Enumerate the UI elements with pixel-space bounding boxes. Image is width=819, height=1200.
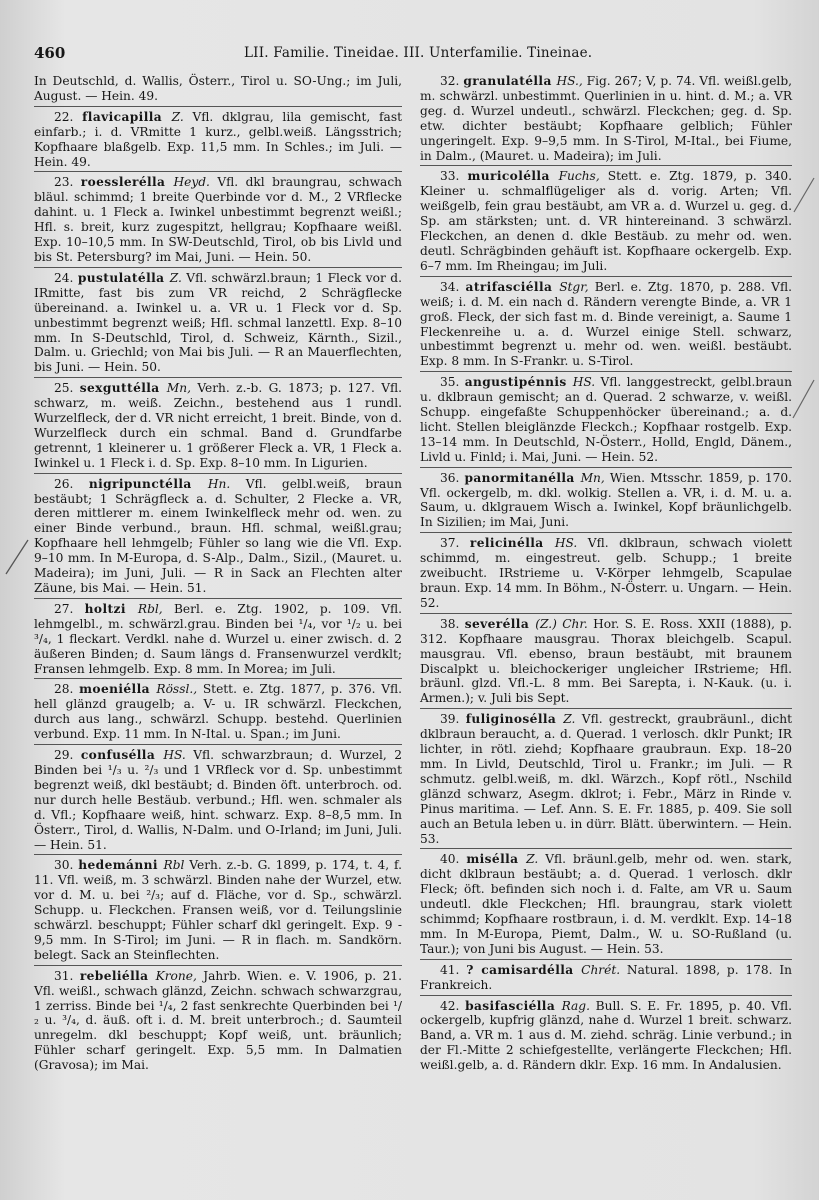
species-description: Vfl. schwärzl.braun; 1 Fleck vor d. IRmitte, fast bis zum VR reichd, 2 Schrägflecke übereinand. a. Iwinkel u. a. VR u. 1 Fleck vor d. Sp. unbestimmt begrenzt weiß; Hfl. schmal lanzettl. Exp. 8–10 mm. In S-Deutschld, Tirol, d. Schweiz, Kärnth., Sizil., Dalm. u. Griechld; von Mai bis Juli. — R an Mauerflechten, bis Juni. — Hein. 50.: [34, 270, 402, 375]
species-name: rebeliélla: [79, 968, 156, 983]
entry-separator: [420, 371, 792, 372]
species-author: Chrét.: [581, 962, 627, 977]
species-description: Fig. 267; V, p. 74. Vfl. weißl.gelb, m. schwärzl. unbestimmt. Querlinien in u. hint. d. M.; a. VR geg. d. Wurzel undeutl., schwärzl. Fleckchen; geg. d. Sp. etw. dichter bestäubt; Kopfhaare gelblich; Fühler ungeringelt. Exp. 9–9,5 mm. In S-Tirol, M-Ital., bei Fiume, in Dalm., (Mauret. u. Madeira); im Juli.: [420, 74, 793, 163]
species-author: Krone,: [155, 968, 204, 983]
species-name: relicinélla: [469, 536, 555, 551]
entry-number: 25.: [54, 381, 80, 396]
species-description: Stett. e. Ztg. 1879, p. 340. Kleiner u. schmalflügeliger als d. vorig. Arten; Vfl. weißgelb, fein grau bestäubt, am VR a. d. Wurzel u. geg. d. Sp. am stärksten; unt. d. VR hintereinand. 3 schwärzl. Fleckchen, an denen d. dkle Bestäub. zu mehr od. wen. deutl. Schrägbinden gehäuft ist. Kopfhaare ockergelb. Exp. 6–7 mm. Im Rheingau; im Juli.: [420, 169, 792, 273]
entry-number: 42.: [440, 998, 466, 1013]
species-name: holtzi: [84, 601, 138, 616]
entry-number: 33.: [440, 169, 468, 184]
running-head: LII. Familie. Tineidae. III. Unterfamilie. Tineinae.: [244, 45, 593, 61]
species-author: Z.: [171, 109, 193, 124]
species-description: Berl. e. Ztg. 1902, p. 109. Vfl. lehmgelbl., m. schwärzl.grau. Binden bei ¹/₄, vor ¹/₂ u. bei ³/₄, 1 fleckart. Verdkl. nahe d. Wurzel u. einer zwisch. d. 2 äußeren Binden; d. Saum längs d. Fransenwurzel verdklt; Fransen lehmgelb. Exp. 8 mm. In Morea; im Juli.: [34, 601, 403, 676]
species-name: flavicapilla: [82, 109, 172, 124]
species-name: panormitanélla: [464, 470, 581, 485]
species-description: Vfl. dkl braungrau, schwach bläul. schimmd; 1 breite Querbinde vor d. M., 2 VRflecke dahint. u. 1 Fleck a. Iwinkel unbestimmt begrenzt weißl.; Hfl. s. breit, kurz zugespitzt, hellgrau; Kopfhaare weißl. Exp. 10–10,5 mm. In SW-Deutschld, Tirol, ob bis Livld und bis St. Petersburg? im Mai, Juni. — Hein. 50.: [34, 175, 402, 264]
species-description: Vfl. dklgrau, lila gemischt, fast einfarb.; i. d. VRmitte 1 kurz., gelbl.weiß. Längsstrich; Kopfhaare blaßgelb. Exp. 11,5 mm. In Schles.; im Juli. — Hein. 49.: [34, 109, 402, 169]
species-entry: [34, 602, 402, 677]
entry-number: 27.: [54, 601, 85, 616]
species-description: Verh. z.-b. G. 1899, p. 174, t. 4, f. 11. Vfl. weiß, m. 3 schwärzl. Binden nahe der Wurzel, etw. vor d. M. u. bei ²/₃; auf d. Fläche, vor d. Sp., schwärzl. Schupp. u. Fleckchen. Fransen weiß, vor d. Teilungslinie schwärzl. beschuppt; Fühler scharf dkl geringelt. Exp. 9 - 9,5 mm. In S-Tirol; im Juni. — R in flach. m. Sandkörn. belegt. Sack an Steinflechten.: [34, 858, 403, 962]
species-entry: [420, 536, 792, 611]
entry-separator: [34, 171, 402, 172]
entry-separator: [34, 598, 402, 599]
entry-number: 37.: [440, 536, 470, 551]
species-name: angustipénnis: [464, 375, 573, 390]
species-name: moeniélla: [79, 682, 157, 697]
entry-separator: [34, 678, 402, 679]
species-name: nigripunctélla: [88, 476, 208, 491]
entry-number: 41.: [440, 962, 467, 977]
species-description: Verh. z.-b. G. 1873; p. 127. Vfl. schwarz, m. weiß. Zeichn., bestehend aus 1 rundl. Wurzelfleck, der d. VR nicht erreicht, 1 breit. Binde, von d. Wurzelfleck durch ein schmal. Band d. Grundfarbe getrennt, 1 kleinerer u. 1 größerer Fleck a. VR, 1 Fleck a. Iwinkel u. 1 Fleck i. d. Sp. Exp. 8–10 mm. In Ligurien.: [34, 381, 402, 470]
entry-number: 29.: [54, 748, 81, 763]
entry-number: 24.: [54, 270, 78, 285]
entry-number: 32.: [440, 74, 464, 88]
species-name: muricolélla: [467, 169, 559, 184]
species-author: Hn.: [207, 476, 246, 491]
species-author: HS.: [163, 748, 194, 763]
species-entry: [420, 963, 792, 993]
species-entry: [420, 280, 792, 369]
entry-separator: [420, 467, 792, 468]
species-name: sexguttélla: [79, 381, 167, 396]
entry-number: 28.: [54, 682, 80, 697]
entry-number: 31.: [54, 968, 80, 983]
species-description: Vfl. gestreckt, graubräunl., dicht dklbraun beraucht, a. d. Querad. 1 verlosch. dklr Punkt; IR lichter, in rötl. ziehd; Kopfhaare graubraun. Exp. 18–20 mm. In Livld, Deutschld, Tirol u. Frankr.; im Juli. — R schmutz. gelbl.weiß, m. dkl. Wärzch., Kopf rötl., Nschild glänzd schwarz, Asegm. dklrot; i. Febr., März in Rinde v. Pinus maritima. — Lef. Ann. S. E. Fr. 1885, p. 409. Sie soll auch an Betula leben u. in dürr. Blätt. überwintern. — Hein. 53.: [420, 712, 792, 846]
species-author: HS.,: [556, 74, 587, 88]
species-name: severélla: [464, 616, 536, 631]
species-author: Z.: [169, 270, 187, 285]
species-entry: [420, 852, 792, 956]
species-entry: [34, 74, 402, 104]
species-entry: [34, 381, 402, 470]
species-name: hedemánni: [78, 858, 164, 873]
species-name: pustulatélla: [77, 270, 170, 285]
entry-separator: [34, 106, 402, 107]
entry-number: 22.: [54, 109, 83, 124]
species-description: Vfl. langgestreckt, gelbl.braun u. dklbraun gemischt; an d. Querad. 2 schwarze, v. weißl. Schupp. eingefaßte Schuppenhöcker übereinand.; a. d. licht. Stellen bleiglänzde Fleckch.; Kopfhaar rostgelb. Exp. 13–14 mm. In Deutschld, N-Österr., Holld, Engld, Dänem., Livld u. Finld; i. Mai, Juni. — Hein. 52.: [420, 375, 792, 464]
species-description: Hor. S. E. Ross. XXII (1888), p. 312. Kopfhaare mausgrau. Thorax bleichgelb. Scapul. mausgrau. Vfl. ebenso, braun bestäubt, mit braunem Discalpkt u. bleichockeriger ungleicher IRstrieme; Hfl. bräunl. glzd. Vfl.-L. 8 mm. Bei Sarepta, i. N-Kauk. (u. i. Armen.); v. Juli bis Sept.: [420, 616, 792, 706]
entry-separator: [34, 377, 402, 378]
species-author: Rbl,: [137, 601, 174, 616]
species-description: Jahrb. Wien. e. V. 1906, p. 21. Vfl. weißl., schwach glänzd, Zeichn. schwach schwarzgrau, 1 zerriss. Binde bei ¹/₄, 2 fast senkrechte Querbinden bei ¹/₂ u. ³/₄, d. äuß. oft i. d. M. breit unterbroch.; d. Saumteil unregelm. dkl beschuppt; Kopf weiß, unt. bräunlich; Fühler scharf geringelt. Exp. 5,5 mm. In Dalmatien (Gravosa); im Mai.: [34, 968, 402, 1073]
species-entry: [34, 175, 402, 264]
species-entry: [34, 748, 402, 852]
right-column: [420, 74, 792, 1073]
entry-separator: [420, 165, 792, 166]
species-author: Stgr,: [559, 279, 595, 294]
species-description: Vfl. gelbl.weiß, braun bestäubt; 1 Schrägfleck a. d. Schulter, 2 Flecke a. VR, deren mittlerer m. einem Iwinkelfleck mehr od. wen. zu einer Binde verbund., braun. Hfl. schmal, weißl.grau; Kopfhaare hell lehmgelb; Fühler so lang wie die Vfl. Exp. 9–10 mm. In M-Europa, d. S-Alp., Dalm., Sizil., (Mauret. u. Madeira); im Juni, Juli. — R in Sack an Flechten alter Zäune, bis Mai. — Hein. 51.: [34, 476, 402, 595]
entry-separator: [420, 959, 792, 960]
species-description: Vfl. schwarzbraun; d. Wurzel, 2 Binden bei ¹/₃ u. ²/₃ und 1 VRfleck vor d. Sp. unbestimmt begrenzt weiß, dkl bestäubt; d. Binden öft. unterbroch. od. nur durch helle Bestäub. verbund.; Hfl. wen. schmaler als d. Vfl.; Kopfhaare weiß, hint. schwarz. Exp. 8–8,5 mm. In Österr., Tirol, d. Wallis, N-Dalm. und O-Irland; im Juni, Juli. — Hein. 51.: [34, 748, 402, 852]
species-entry: [34, 477, 402, 596]
species-author: Mn,: [580, 470, 610, 485]
species-description: Vfl. dklbraun, schwach violett schimmd, m. eingestreut. gelb. Schupp.; 1 breite zweibucht. IRstrieme u. V-Körper lehmgelb, Scapulae braun. Exp. 14 mm. In Böhm., N-Österr. u. Ungarn. — Hein. 52.: [420, 536, 792, 610]
species-description: In Deutschld, d. Wallis, Österr., Tirol u. SO-Ung.; im Juli, August. — Hein. 49.: [34, 74, 402, 103]
entry-separator: [420, 532, 792, 533]
species-entry: [420, 617, 792, 706]
species-author: HS.: [554, 536, 588, 551]
species-author: Rössl.,: [156, 682, 203, 697]
species-description: Bull. S. E. Fr. 1895, p. 40. Vfl. ockergelb, kupfrig glänzd, nahe d. Wurzel 1 breit. schwarz. Band, a. VR m. 1 aus d. M. ziehd. schräg. Linie verbund.; in der Fl.-Mitte 2 schiefgestellte, verlängerte Fleckchen; Hfl. weißl.gelb, a. d. Rändern dklr. Exp. 16 mm. In Andalusien.: [420, 998, 792, 1073]
entry-separator: [420, 995, 792, 996]
species-name: fuliginosélla: [465, 712, 564, 727]
species-author: Mn,: [166, 381, 198, 396]
entry-separator: [420, 613, 792, 614]
species-author: Fuchs,: [558, 169, 608, 184]
species-entry: [420, 375, 792, 464]
species-name: roesslerélla: [80, 175, 174, 190]
species-description: Natural. 1898, p. 178. In Frankreich.: [420, 962, 792, 992]
species-author: (Z.) Chr.: [535, 616, 594, 631]
species-name: confusélla: [80, 748, 164, 763]
entry-number: 40.: [440, 852, 467, 867]
species-name: atrifasciélla: [465, 279, 560, 294]
entry-separator: [34, 267, 402, 268]
species-entry: [420, 712, 792, 846]
species-description: Berl. e. Ztg. 1870, p. 288. Vfl. weiß; i. d. M. ein nach d. Rändern verengte Binde, a. VR 1 groß. Fleck, der sich fast m. d. Binde vereinigt, a. Saume 1 Fleckenreihe u. a. d. Wurzel einige Stell. schwarz, unbestimmt begrenzt u. mehr od. wen. weißl. bestäubt. Exp. 8 mm. In S-Frankr. u. S-Tirol.: [420, 279, 792, 369]
entry-number: 35.: [440, 375, 465, 390]
species-entry: [34, 682, 402, 742]
species-description: Wien. Mtsschr. 1859, p. 170. Vfl. ockergelb, m. dkl. wolkig. Stellen a. VR, i. d. M. u. a. Saum, u. dklgrauem Wisch a. Iwinkel, Kopf bräunlichgelb. In Sizilien; im Mai, Juni.: [420, 470, 792, 530]
species-entry: [34, 110, 402, 170]
species-entry: [420, 169, 792, 273]
species-author: HS.: [572, 375, 601, 390]
species-entry: [420, 74, 792, 163]
species-entry: [420, 999, 792, 1074]
species-entry: [420, 471, 792, 531]
species-description: Vfl. bräunl.gelb, mehr od. wen. stark, dicht dklbraun bestäubt; a. d. Querad. 1 verlosch. dklr Fleck; öft. befinden sich noch i. d. Falte, am VR u. Saum undeutl. dkle Fleckchen; Hfl. braungrau, stark violett schimmd; Kopfhaare rostbraun, i. d. M. verdklt. Exp. 14–18 mm. In M-Europa, Piemt, Dalm., W. u. SO-Rußland (u. Taur.); von Juni bis August. — Hein. 53.: [420, 852, 792, 956]
entry-number: 36.: [440, 470, 465, 485]
species-entry: [34, 969, 402, 1073]
species-name: misélla: [466, 852, 527, 867]
species-entry: [34, 858, 402, 962]
species-name: ? camisardélla: [466, 962, 582, 977]
entry-separator: [34, 854, 402, 855]
entry-separator: [420, 276, 792, 277]
page-header: [34, 44, 794, 66]
entry-number: 38.: [440, 616, 465, 631]
page-number: 460: [34, 44, 66, 62]
species-name: basifasciélla: [465, 998, 562, 1013]
species-name: granulatélla: [463, 74, 557, 88]
entry-separator: [34, 744, 402, 745]
entry-number: 26.: [54, 476, 89, 491]
entry-number: 39.: [440, 712, 466, 727]
left-column: [34, 74, 402, 1073]
species-author: Rag.: [561, 998, 596, 1013]
entry-number: 30.: [54, 858, 79, 873]
entry-separator: [420, 848, 792, 849]
entry-separator: [420, 708, 792, 709]
species-entry: [34, 271, 402, 375]
entry-separator: [34, 965, 402, 966]
entry-number: 34.: [440, 279, 466, 294]
species-author: Z.: [563, 712, 582, 727]
entry-number: 23.: [54, 175, 81, 190]
species-author: Rbl: [163, 858, 190, 873]
species-description: Stett. e. Ztg. 1877, p. 376. Vfl. hell glänzd graugelb; a. V- u. IR schwärzl. Fleckchen, durch aus lang., schwärzl. Schupp. bestehd. Querlinien verbund. Exp. 11 mm. In N-Ital. u. Span.; im Juni.: [34, 682, 402, 742]
species-author: Heyd.: [173, 175, 218, 190]
species-author: Z.: [526, 852, 546, 867]
entry-separator: [34, 473, 402, 474]
